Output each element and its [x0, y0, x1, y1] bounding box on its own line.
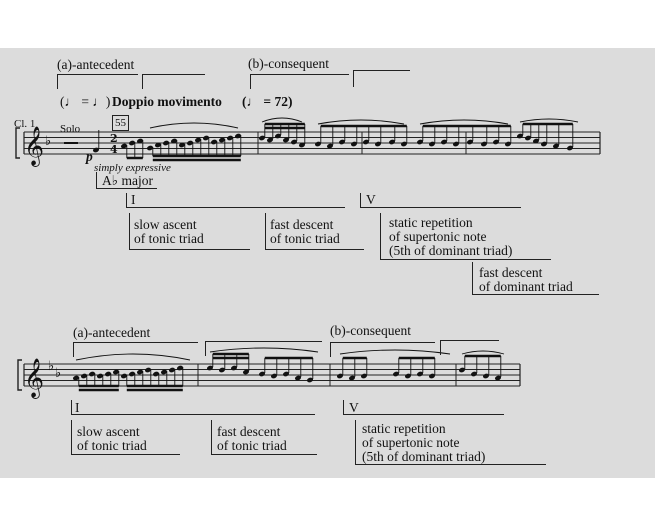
annotation-text: of tonic triad: [77, 438, 147, 453]
phrase-label-consequent: (b)-consequent: [330, 323, 411, 338]
slur: [262, 118, 302, 122]
measure-number: 55: [112, 115, 129, 131]
flat-sign: ♭: [55, 366, 62, 381]
annotation-text: static repetition: [362, 421, 446, 436]
expression-text: simply expressive: [94, 162, 171, 174]
system-bracket: [16, 128, 20, 158]
phrase-bracket: [250, 74, 349, 89]
harmony-bracket: [126, 193, 345, 208]
phrase-bracket: [440, 340, 499, 355]
phrase-bracket: [330, 342, 435, 357]
annotation-text: fast descent: [217, 424, 281, 439]
annotation-text: of supertonic note: [362, 435, 460, 450]
phrase-bracket: [205, 341, 322, 356]
harmony-tonic: I: [131, 192, 136, 207]
slur: [520, 119, 578, 122]
harmony-dominant: V: [366, 192, 376, 207]
annotation-text: static repetition: [389, 215, 473, 230]
phrase-label-consequent: (b)-consequent: [248, 56, 329, 71]
harmony-bracket: [360, 193, 521, 208]
harmony-bracket: [343, 400, 504, 415]
annotation-text: slow ascent: [77, 424, 140, 439]
phrase-bracket: [353, 70, 410, 87]
annotation-text: fast descent: [479, 265, 543, 280]
harmony-dominant: V: [349, 400, 359, 415]
treble-clef: 𝄞: [24, 126, 45, 166]
annotation-text: of dominant triad: [479, 279, 573, 294]
annotation-text: of supertonic note: [389, 229, 487, 244]
solo-label: Solo: [60, 123, 81, 135]
system-bracket: [18, 360, 22, 390]
dynamic-marking: p: [86, 149, 93, 164]
annotation-text: (5th of dominant triad): [389, 243, 513, 258]
instrument-label: Cl. 1: [14, 118, 36, 130]
annotation-text: slow ascent: [134, 217, 197, 232]
annotation-text: fast descent: [270, 217, 334, 232]
flat-sign: ♭: [45, 134, 52, 149]
harmony-bracket: [71, 400, 315, 415]
slur: [150, 123, 238, 128]
phrase-bracket: [73, 342, 198, 357]
phrase-bracket: [142, 74, 205, 89]
metronome-marking: (♩ = 72): [242, 94, 293, 109]
harmony-tonic: I: [75, 400, 80, 415]
treble-clef: 𝄞: [24, 358, 45, 398]
annotation-text: of tonic triad: [217, 438, 287, 453]
time-signature: 2: [110, 132, 118, 145]
key-label: A♭ major: [102, 173, 153, 188]
tempo-marking: Doppio movimento: [112, 94, 222, 109]
slur: [318, 120, 404, 124]
phrase-label-antecedent: (a)-antecedent: [57, 57, 135, 72]
time-signature: 4: [110, 143, 118, 156]
annotation-text: (5th of dominant triad): [362, 449, 486, 464]
phrase-bracket: [57, 74, 138, 89]
annotation-text: of tonic triad: [134, 231, 204, 246]
flat-sign: ♭: [48, 359, 55, 374]
slur: [420, 120, 508, 124]
phrase-label-antecedent: (a)-antecedent: [73, 325, 151, 340]
annotation-text: of tonic triad: [270, 231, 340, 246]
tempo-equivalence: (♩ = ♩): [60, 94, 111, 109]
